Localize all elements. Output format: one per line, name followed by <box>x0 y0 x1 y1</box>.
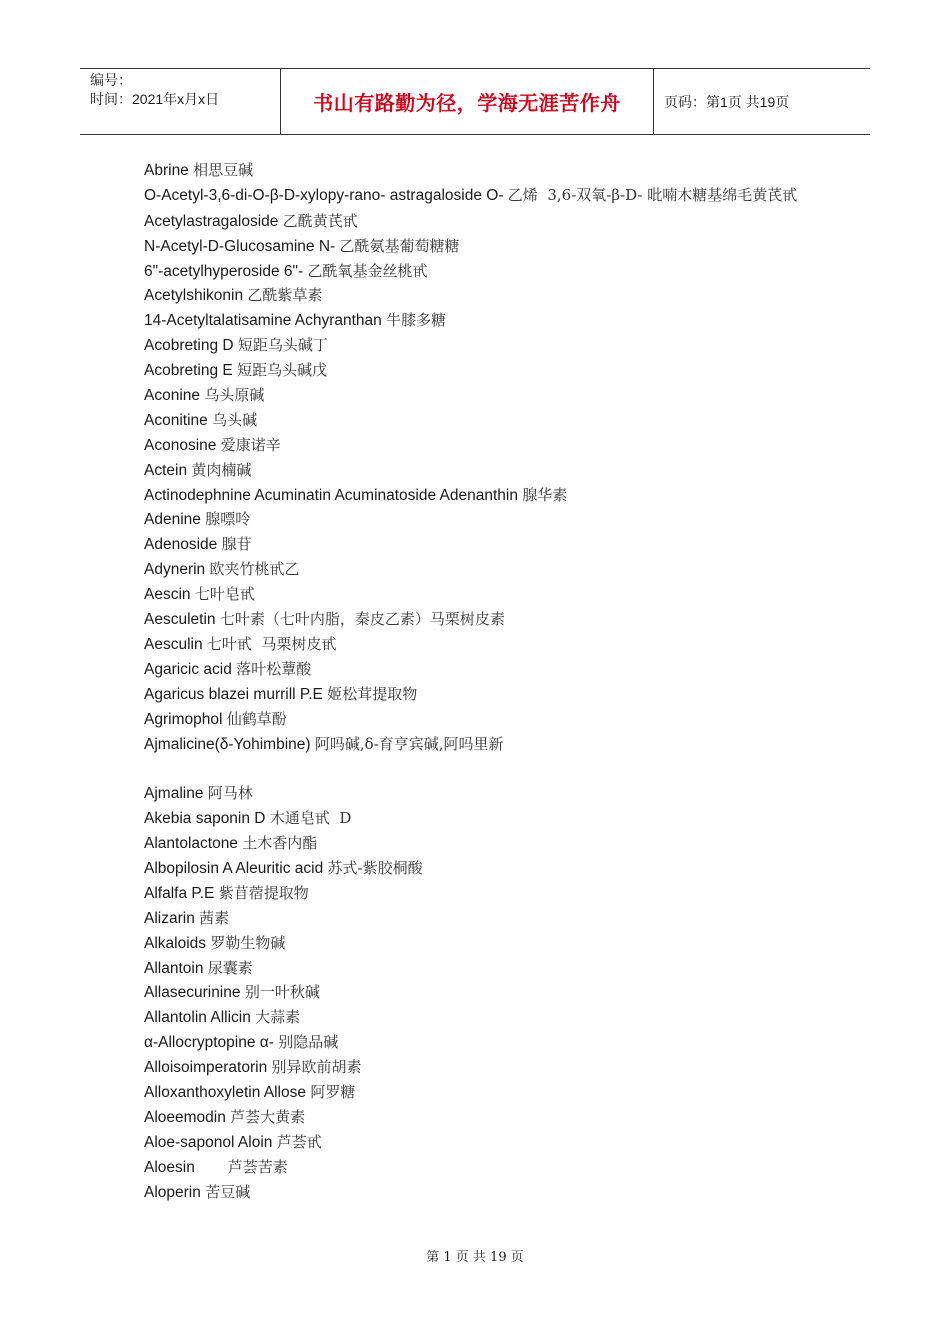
compound-english-name: Alloxanthoxyletin Allose <box>144 1083 306 1101</box>
compound-chinese-name: 落叶松蕈酸 <box>236 659 312 678</box>
page-info: 页码：第1页 共19页 <box>664 93 790 110</box>
compound-english-name: Alantolactone <box>144 835 238 853</box>
compound-english-name: 14-Acetyltalatisamine Achyranthan <box>144 312 382 330</box>
compound-chinese-name: 木通皂甙 D <box>269 809 352 828</box>
compound-entry <box>144 1080 824 1105</box>
compound-entry <box>144 557 824 582</box>
compound-entry <box>144 383 824 408</box>
compound-chinese-name: 牛膝多糖 <box>386 311 447 330</box>
compound-entry <box>144 183 824 209</box>
compound-chinese-name: 别一叶秋碱 <box>244 983 320 1002</box>
compound-entry <box>144 1155 824 1180</box>
motto: 书山有路勤为径，学海无涯苦作舟 <box>313 91 621 115</box>
compound-english-name: Ajmaline <box>144 785 204 803</box>
compound-english-name: N-Acetyl-D-Glucosamine N- <box>144 237 336 255</box>
compound-entry <box>144 408 824 433</box>
compound-english-name: Agrimophol <box>144 710 223 728</box>
compound-english-name: Abrine <box>144 162 189 179</box>
compound-entry <box>144 1180 824 1205</box>
compound-english-name: Albopilosin A Aleuritic acid <box>144 859 324 877</box>
compound-chinese-name: 乙酰氨基葡萄糖糖 <box>339 236 460 255</box>
compound-chinese-name: 腺苷 <box>221 535 252 554</box>
compound-entry <box>144 756 824 781</box>
compound-chinese-name: 姬松茸提取物 <box>327 684 418 703</box>
compound-chinese-name: 欧夹竹桃甙乙 <box>209 560 300 579</box>
compound-entry <box>144 980 824 1005</box>
compound-english-name: Aesculetin <box>144 611 216 629</box>
compound-entry <box>144 209 824 234</box>
compound-entry <box>144 906 824 931</box>
compound-chinese-name: 阿吗碱,δ-育亨宾碱,阿吗里新 <box>314 734 504 753</box>
compound-entry <box>144 507 824 532</box>
compound-english-name: Alloisoimperatorin <box>144 1059 268 1077</box>
compound-english-name: Acetylastragaloside <box>144 212 279 230</box>
compound-chinese-name: 乌头原碱 <box>204 386 265 405</box>
compound-entry <box>144 856 824 881</box>
compound-english-name: Allasecurinine <box>144 984 241 1002</box>
compound-chinese-name: 相思豆碱 <box>193 161 254 179</box>
compound-list <box>144 158 824 1204</box>
compound-entry <box>144 632 824 657</box>
compound-chinese-name: 土木香内酯 <box>242 834 318 853</box>
compound-entry <box>144 1130 824 1155</box>
footer-page-number: 第 1 页 共 19 页 <box>426 1250 524 1265</box>
compound-chinese-name: 乌头碱 <box>212 410 258 429</box>
compound-chinese-name: 仙鹤草酚 <box>226 709 287 728</box>
compound-english-name: 6"-acetylhyperoside 6"- <box>144 262 304 280</box>
compound-chinese-name: 爱康诺辛 <box>220 435 281 454</box>
compound-chinese-name: 七叶皂甙 <box>194 585 255 604</box>
compound-entry <box>144 881 824 906</box>
compound-entry <box>144 283 824 308</box>
compound-entry <box>144 1005 824 1030</box>
compound-english-name: Alizarin <box>144 909 195 927</box>
compound-entry <box>144 806 824 831</box>
compound-english-name: Adynerin <box>144 561 206 579</box>
compound-english-name: Akebia saponin D <box>144 810 266 828</box>
compound-english-name: Adenoside <box>144 536 218 554</box>
compound-chinese-name: 苦豆碱 <box>205 1182 251 1201</box>
compound-english-name: Aesculin <box>144 635 203 653</box>
compound-entry <box>144 358 824 383</box>
compound-chinese-name: 七叶甙 马栗树皮甙 <box>206 634 337 653</box>
compound-chinese-name: 腺嘌呤 <box>205 510 251 529</box>
compound-english-name: Agaricic acid <box>144 660 232 678</box>
page-header <box>80 68 870 135</box>
compound-english-name: Alfalfa P.E <box>144 884 215 902</box>
compound-english-name: O-Acetyl-3,6-di-O-β-D-xylopy-rano- astragaloside O- <box>144 186 504 204</box>
page-footer <box>0 1246 950 1265</box>
compound-chinese-name: 七叶素（七叶内脂，秦皮乙素）马栗树皮素 <box>219 610 505 629</box>
compound-chinese-name: 尿囊素 <box>207 958 253 977</box>
compound-english-name: Actein <box>144 461 188 479</box>
compound-entry <box>144 956 824 981</box>
compound-entry <box>144 607 824 632</box>
compound-english-name: Ajmalicine(δ-Yohimbine) <box>144 735 311 753</box>
compound-chinese-name: 乙烯 3,6-双氧-β-D- 吡喃木糖基绵毛黄芪甙 <box>507 185 798 204</box>
compound-entry <box>144 831 824 856</box>
compound-english-name: Aconosine <box>144 436 217 454</box>
compound-entry <box>144 234 824 259</box>
compound-chinese-name: 黄肉楠碱 <box>191 460 252 479</box>
compound-chinese-name: 阿罗糖 <box>310 1082 356 1101</box>
compound-entry <box>144 333 824 358</box>
compound-chinese-name: 芦荟甙 <box>276 1132 322 1151</box>
header-motto-cell <box>281 69 654 134</box>
compound-chinese-name: 大蒜素 <box>255 1008 301 1027</box>
compound-entry <box>144 931 824 956</box>
compound-english-name: α-Allocryptopine α- <box>144 1034 274 1052</box>
compound-entry <box>144 458 824 483</box>
compound-chinese-name: 芦荟大黄素 <box>230 1107 306 1126</box>
compound-english-name: Allantolin Allicin <box>144 1009 251 1027</box>
compound-chinese-name: 茜素 <box>199 908 230 927</box>
compound-entry <box>144 707 824 732</box>
compound-english-name: Acobreting E <box>144 362 233 380</box>
compound-english-name: Aloesin <box>144 1158 195 1176</box>
compound-entry <box>144 1055 824 1080</box>
compound-english-name: Aconitine <box>144 411 208 429</box>
compound-english-name: Aloe-saponol Aloin <box>144 1133 273 1151</box>
compound-entry <box>144 1105 824 1130</box>
compound-english-name: Aescin <box>144 586 191 604</box>
compound-entry <box>144 732 824 757</box>
compound-entry <box>144 433 824 458</box>
compound-chinese-name: 别异欧前胡素 <box>271 1058 362 1077</box>
compound-english-name: Aconine <box>144 387 201 405</box>
compound-english-name: Aloeemodin <box>144 1108 226 1126</box>
compound-english-name: Agaricus blazei murrill P.E <box>144 685 323 703</box>
header-meta <box>80 69 281 134</box>
compound-english-name: Allantoin <box>144 959 204 977</box>
compound-chinese-name: 乙酰氧基金丝桃甙 <box>307 261 428 280</box>
compound-english-name: Acetylshikonin <box>144 287 244 305</box>
compound-chinese-name: 紫苜蓿提取物 <box>218 883 309 902</box>
compound-english-name: Alkaloids <box>144 934 207 952</box>
compound-entry <box>144 582 824 607</box>
compound-entry <box>144 259 824 284</box>
compound-chinese-name: 罗勒生物碱 <box>210 933 286 952</box>
compound-entry <box>144 158 824 183</box>
compound-chinese-name: 乙酰黄芪甙 <box>282 211 358 230</box>
compound-chinese-name: 腺华素 <box>522 485 568 504</box>
compound-english-name: Aloperin <box>144 1183 201 1201</box>
date-line: 时间：2021年x月x日 <box>90 91 220 107</box>
compound-chinese-name: 乙酰紫草素 <box>247 286 323 305</box>
compound-entry <box>144 682 824 707</box>
compound-english-name: Adenine <box>144 511 201 529</box>
compound-entry <box>144 532 824 557</box>
compound-english-name: Acobreting D <box>144 337 234 355</box>
compound-chinese-name: 芦荟苦素 <box>199 1157 288 1176</box>
compound-entry <box>144 483 824 508</box>
compound-chinese-name: 短距乌头碱戊 <box>237 361 328 380</box>
serial-label: 编号： <box>90 72 132 88</box>
compound-entry <box>144 1030 824 1055</box>
compound-chinese-name: 阿马林 <box>207 784 253 803</box>
compound-english-name: Actinodephnine Acuminatin Acuminatoside Adenanthin <box>144 486 518 504</box>
compound-entry <box>144 781 824 806</box>
header-page-info-cell <box>654 69 870 134</box>
compound-chinese-name: 别隐品碱 <box>278 1033 339 1052</box>
compound-entry <box>144 308 824 333</box>
compound-entry <box>144 657 824 682</box>
compound-chinese-name: 苏式-紫胶桐酸 <box>327 858 423 877</box>
compound-chinese-name: 短距乌头碱丁 <box>237 336 328 355</box>
